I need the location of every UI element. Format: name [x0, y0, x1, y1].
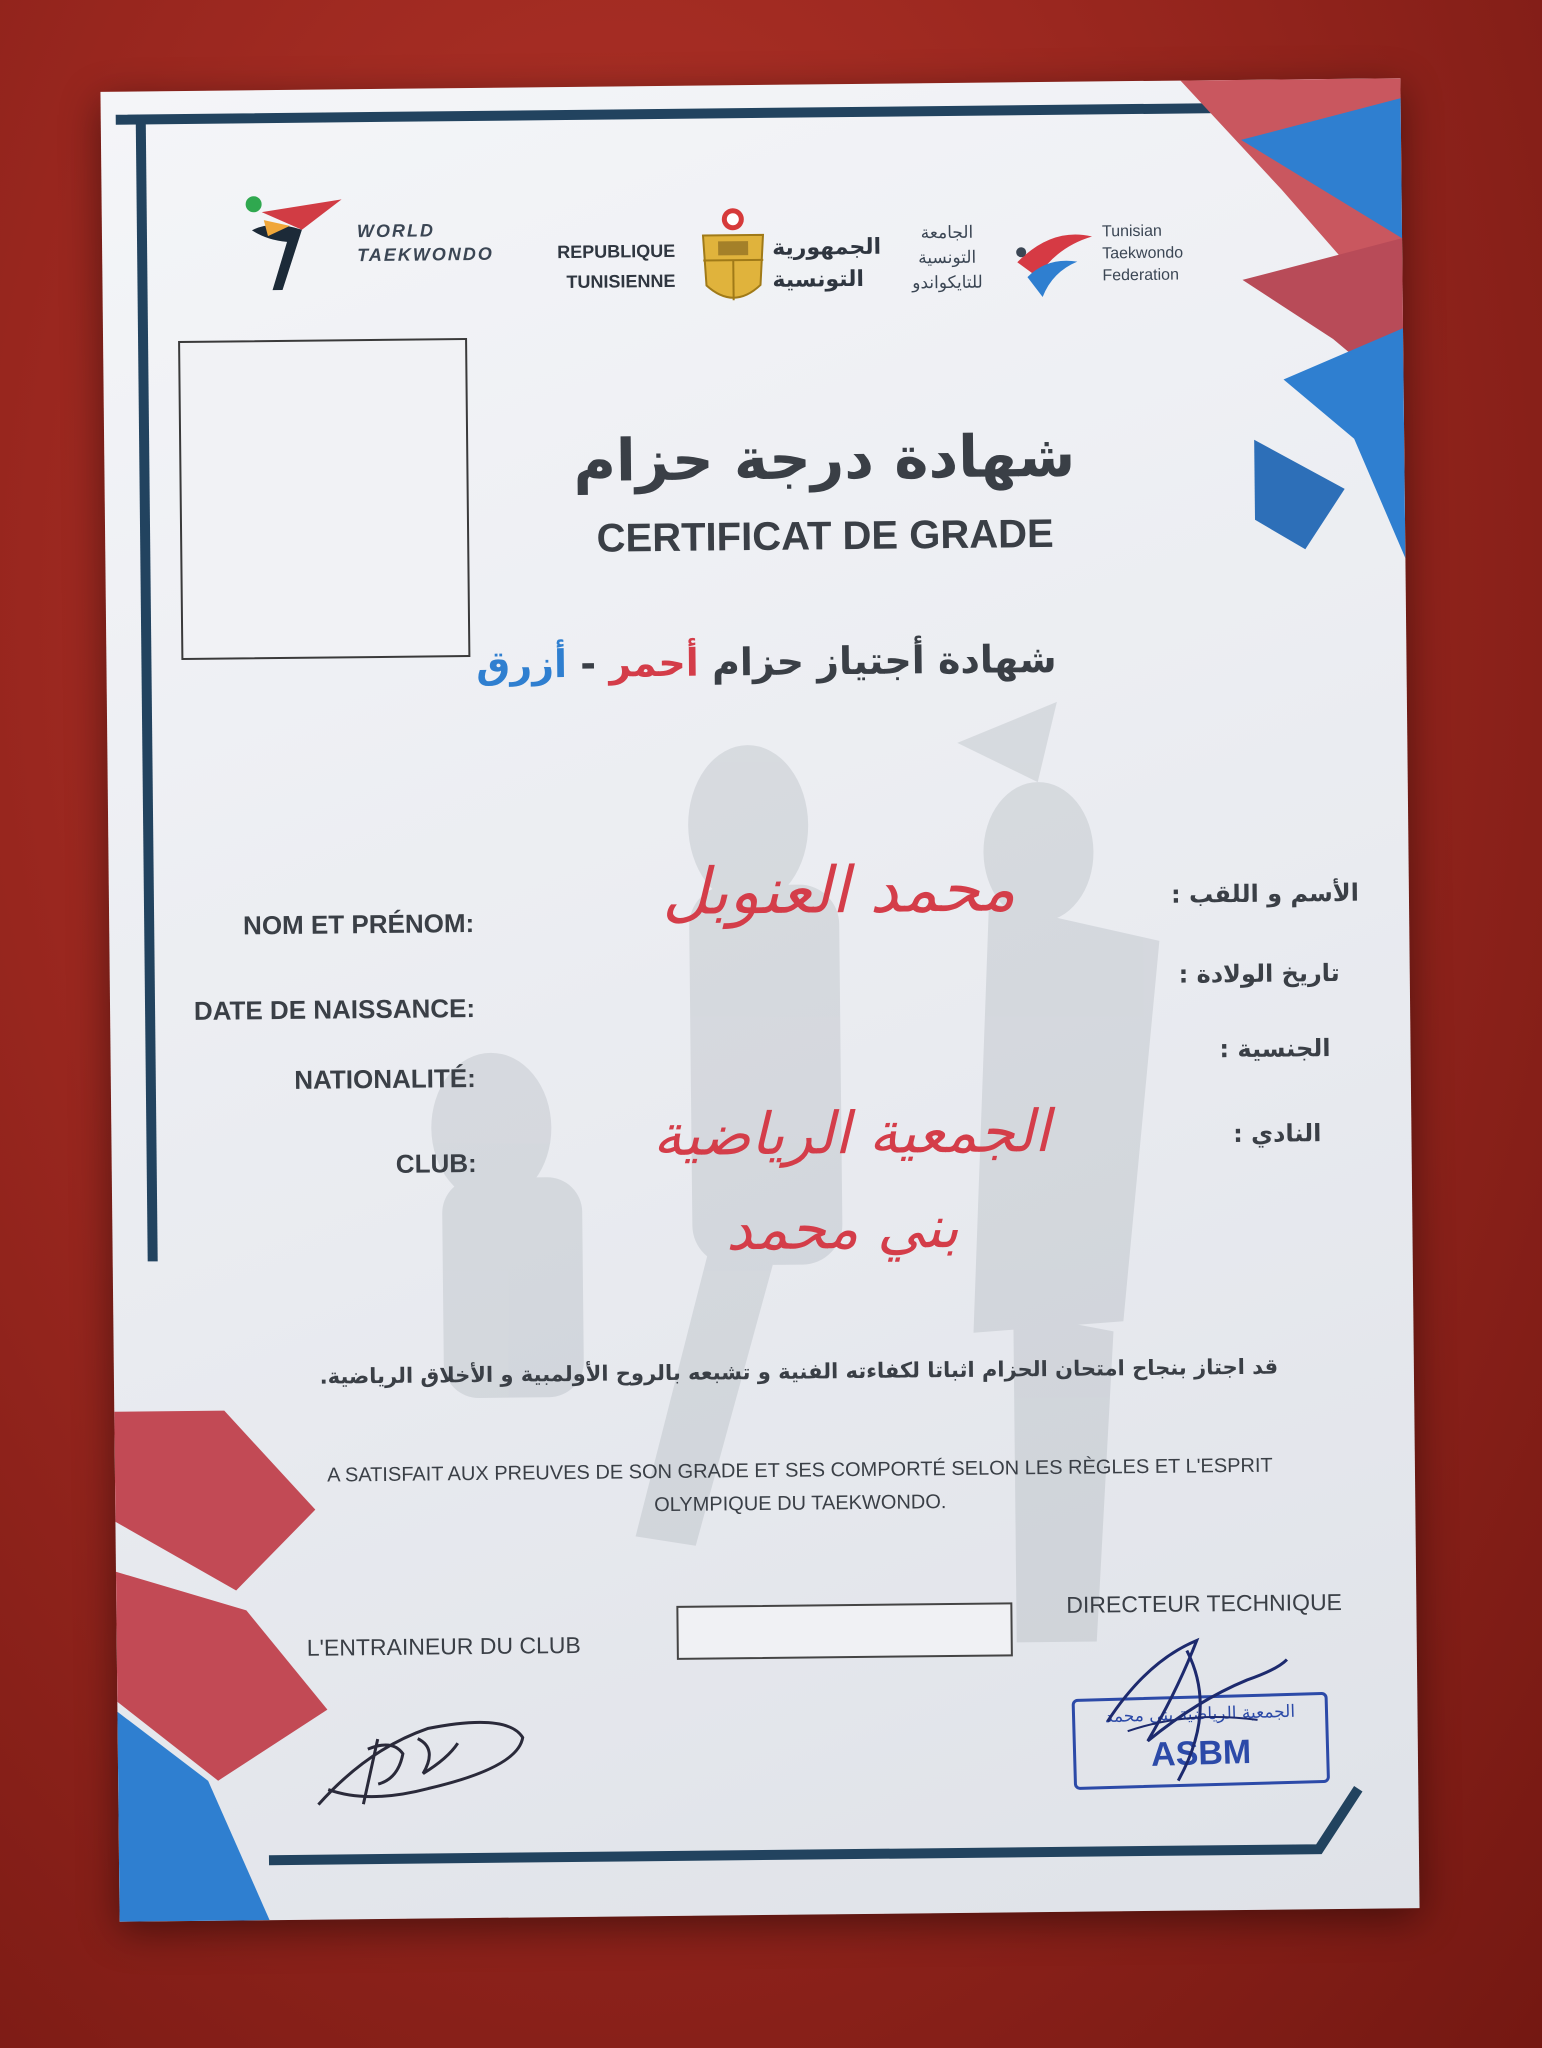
- federation-en-line2: Taekwondo: [1102, 244, 1184, 263]
- title-french: CERTIFICAT DE GRADE: [596, 511, 1054, 561]
- subtitle-belt: [406, 636, 1126, 688]
- tunisia-coat-of-arms-icon: [698, 205, 769, 316]
- federation-emblem-icon: [1007, 221, 1098, 302]
- value-club-line1-handwritten: الجمعية الرياضية: [652, 1096, 1051, 1170]
- federation-en-text: [1102, 221, 1184, 288]
- republic-fr-line2: TUNISIENNE: [566, 270, 676, 292]
- statement-arabic: قد اجتاز بنجاح امتحان الحزام اثباتا لكفاءته الفنية و تشبعه بالروح الأولمبية و الأخلاق الرياضية.: [319, 1354, 1279, 1389]
- label-birth-fr: DATE DE NAISSANCE:: [193, 992, 476, 1026]
- label-name-fr: NOM ET PRÉNOM:: [242, 907, 475, 941]
- coach-label: L'ENTRAINEUR DU CLUB: [306, 1631, 581, 1661]
- subtitle-main: شهادة أجتياز حزام: [711, 636, 1057, 685]
- title-arabic: شهادة درجة حزام: [573, 421, 1076, 495]
- federation-en-line1: Tunisian: [1101, 222, 1162, 241]
- label-birth-ar: تاريخ الولادة :: [1178, 958, 1340, 989]
- republic-fr-text: [557, 236, 676, 297]
- stamp-arabic: الجمعية الرياضية بني محمد: [1104, 1701, 1296, 1728]
- director-label: DIRECTEUR TECHNIQUE: [1066, 1588, 1343, 1618]
- label-nationality-fr: NATIONALITÉ:: [294, 1062, 476, 1095]
- world-taekwondo-line2: TAEKWONDO: [357, 243, 494, 266]
- subtitle-blue: أزرق: [476, 642, 568, 687]
- coach-name-box: [676, 1602, 1013, 1660]
- label-club-ar: النادي :: [1232, 1119, 1322, 1149]
- label-nationality-ar: الجنسية :: [1219, 1034, 1331, 1064]
- republic-ar-line1: الجمهورية: [771, 234, 882, 261]
- value-club-line2-handwritten: بني محمد: [725, 1192, 960, 1264]
- federation-ar-line2: التونسية: [918, 247, 977, 269]
- statement-french-line1: A SATISFAIT AUX PREUVES DE SON GRADE ET SES COMPORTÉ SELON LES RÈGLES ET L'ESPRIT: [327, 1454, 1273, 1487]
- republic-fr-line1: REPUBLIQUE: [557, 240, 676, 263]
- director-signature-icon: [1087, 1619, 1309, 1791]
- statement-french-line2: OLYMPIQUE DU TAEKWONDO.: [654, 1491, 947, 1517]
- subtitle-red: أحمر: [609, 640, 700, 686]
- federation-ar-line1: الجامعة: [920, 222, 974, 244]
- subtitle-dash: -: [580, 641, 597, 686]
- world-taekwondo-logo-text: [357, 218, 494, 267]
- federation-en-line3: Federation: [1102, 266, 1180, 285]
- photo-placeholder: [178, 338, 470, 660]
- certificate-paper: [100, 78, 1419, 1922]
- federation-ar-line3: للتايكواندو: [912, 272, 983, 294]
- label-name-ar: الأسم و اللقب :: [1170, 878, 1360, 909]
- republic-ar-line2: التونسية: [772, 266, 865, 293]
- federation-ar-text: [897, 220, 998, 296]
- stamp-abbr: ASBM: [1150, 1733, 1252, 1774]
- value-name-handwritten: محمد العنوبل: [661, 852, 1016, 931]
- world-taekwondo-line1: WORLD: [356, 220, 436, 242]
- coach-signature-icon: [307, 1707, 538, 1819]
- republic-ar-text: [772, 232, 882, 297]
- world-taekwondo-emblem-icon: [241, 189, 352, 300]
- label-club-fr: CLUB:: [395, 1147, 477, 1179]
